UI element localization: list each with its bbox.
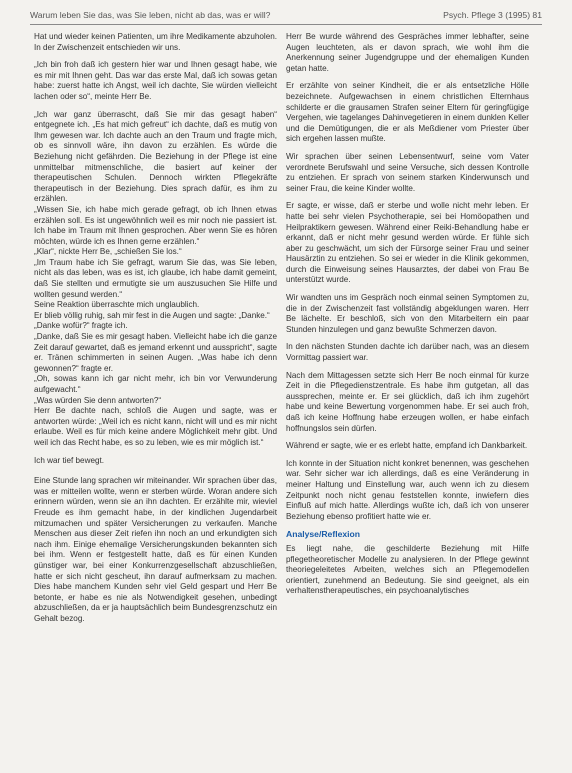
paragraph: Herr Be wurde während des Gespräches immer lebhafter, seine Augen leuchteten, als er davon sprach, wie wohl ihm die Anerkennung seiner Jugendgruppe und der ehemaligen Kunden getan hatte.	[286, 32, 529, 73]
paragraph: Nach dem Mittagessen setzte sich Herr Be noch einmal für kurze Zeit in die Pflegedienstzentrale. Es habe ihm gutgetan, all das aussprechen, meinte er. Er sei glücklich, daß ich ihm zugehört habe und keine Bewertung vorgenommen habe. Er sei auch froh, daß ich keine Hoffnung habe erzeugen wollen, er habe einfach hoffnungslos sein dürfen.	[286, 370, 529, 433]
paragraph: Wir wandten uns im Gespräch noch einmal seinen Symptomen zu, die in der Zwischenzeit fast vollständig abgeklungen waren. Herr Be lächelte. Er beschloß, sich von den Mitarbeitern ein paar Stunden hinzulegen und ganz bewußte Schmerzen davon.	[286, 293, 529, 334]
paragraph: „Was würden Sie denn antworten?“	[34, 395, 162, 405]
paragraph: Er erzählte von seiner Kindheit, die er als entsetzliche Hölle bezeichnete. Aufgewachsen in einem christlichen Elternhaus schilderte er die grausamen Strafen seiner Eltern für geringfügige Vergehen, wie tagelanges Dahinvegetieren in einem dunklen Keller und die Demütigungen, die er als Meßdiener vom Priester über sich ergehen lassen mußte.	[286, 81, 529, 144]
paragraph: Er sagte, er wisse, daß er sterbe und wolle nicht mehr leben. Er hatte bei sehr vielen Psychotherapie, sei bei Homöopathen und Heilpraktikern gewesen. Während einer Reiki-Behandlung habe er erkannt, daß er nicht mehr gesund werden würde. Er fühle sich aber zu geschwächt, um sich der Fürsorge seiner Frau und seiner Hausärztin zu entziehen. So sei er wieder in die Klinik gekommen, durch die Einweisung seines Hausarztes, der dabei von Frau Be unterstützt wurde.	[286, 201, 529, 285]
paragraph: „Im Traum habe ich Sie gefragt, warum Sie das, was Sie leben, nicht als das leben, was es ist, ich glaube, ich habe damit gemeint, daß Sie stellten und ermutigte sie um auszusuchen Sie Hilfe und wollten gesund werden.“	[34, 257, 277, 299]
paragraph: „Ich bin froh daß ich gestern hier war und Ihnen gesagt habe, wie es mir mit Ihnen geht. Das war das erste Mal, daß ich sowas getan habe: zuerst hatte ich Angst, weil ich dachte, Sie würden vielleicht lachen oder so“, meinte Herr Be.	[34, 60, 277, 101]
paragraph: Es liegt nahe, die geschilderte Beziehung mit Hilfe pflegetheoretischer Modelle zu analysieren. In der Pflege gewinnt theoriegeleitetes Arbeiten, welches sich an Pflegemodellen orientiert, zunehmend an Bedeutung. Sie sind geeignet, als ein verhaltenstherapeutisches, ein psychoanalytisches	[286, 543, 529, 596]
right-column	[286, 32, 529, 604]
paragraph: „Danke wofür?“ fragte ich.	[34, 321, 128, 331]
paragraph: „Wissen Sie, ich habe mich gerade gefragt, ob ich Ihnen etwas erzählen soll. Es ist ungewöhnlich weil es mir noch nie passiert ist. Ich habe im Traum mit Ihnen gesprochen. Aber wenn Sie es hören möchten, würde ich es Ihnen gerne erzählen.“	[34, 204, 277, 246]
paragraph: „Klar“, nickte Herr Be, „schießen Sie los.“	[34, 247, 182, 257]
paragraph: „Oh, sowas kann ich gar nicht mehr, ich bin vor Verwunderung aufgewacht.“	[34, 374, 277, 394]
running-title: Warum leben Sie das, was Sie leben, nicht ab das, was er will?	[30, 10, 271, 20]
paragraph: Ich war tief bewegt.	[34, 455, 104, 465]
paragraph: Ich konnte in der Situation nicht konkret benennen, was geschehen war. Sehr sicher war ich allerdings, daß es eine Veränderung in meiner Haltung und Einstellung war, auch wenn ich zu diesem Zeitpunkt noch nicht genau feststellen konnte, inwiefern dies Einfluß auf mich hatte. Allerdings wußte ich, daß ich von unserer Beziehung ebenso profitiert hatte wie er.	[286, 458, 529, 521]
section-heading: Analyse/Reflexion	[286, 529, 361, 540]
paragraph: Eine Stunde lang sprachen wir miteinander. Wir sprachen über das, was er mitteilen wollte, wenn er sterben würde. Woran andere sich erinnern würden, wenn sie an ihn dachten. Er erzählte mir, wieviel Freude es ihm gemacht habe, in der kindlichen Jugendarbeit mitzumachen und später Versicherungen zu verkaufen. Manche Menschen aus dieser Zeit riefen ihn noch an und erkundigten sich nach ihm. Einige ehemalige Versicherungskunden bekannten sich bei ihm. Wenn er festgestellt hatte, daß es für einen Kunden günstiger war, bei einer Konkurrenzgesellschaft abzuschließen, hatte er sich nicht gescheut, ihn darauf aufmerksam zu machen. Dies habe manchem Kunden sehr viel Geld gespart und Herr Be betonte, er habe es nie als Notwendigkeit gesehen, unbedingt abzuschließen, da er ja hauptsächlich beim Bundesgrenzschutz ein Gehalt bezog.	[34, 476, 277, 623]
paragraph: Er blieb völlig ruhig, sah mir fest in die Augen und sagte: „Danke.“	[34, 310, 270, 320]
paragraph: Hat und wieder keinen Patienten, um ihre Medikamente abzuholen. In der Zwischenzeit entschieden wir uns.	[34, 32, 277, 52]
journal-reference: Psych. Pflege 3 (1995) 81	[443, 10, 542, 20]
paragraph: Herr Be dachte nach, schloß die Augen und sagte, was er antworten würde: „Weil ich es nicht kann, nicht will und es mir nicht erlaube. Weil es für mich keine andere Möglichkeit mehr gibt. Und weil ich das Recht habe, es so zu leben, wie es mir möglich ist.“	[34, 406, 277, 447]
left-column	[34, 32, 277, 631]
paragraph: Seine Reaktion überraschte mich unglaublich.	[34, 300, 200, 310]
paragraph: „Ich war ganz überrascht, daß Sie mir das gesagt haben“ entgegnete ich. „Es hat mich gefreut“ ich dachte, daß es mutig von Ihm gewesen war. Ich dachte auch an den Traum und fragte mich, ob es sinnvoll wäre, ihn davon zu erzählen. Es würde die Beziehung nicht gefährden. Die Beziehung in der Pflege ist eine unmittelbar mitmenschliche, die basiert auf keiner der therapeutischen Schulen. Dennoch wirkten Pflegekräfte therapeutisch in der Beziehung. Dies sprach dafür, es ihm zu erzählen.	[34, 109, 277, 204]
paragraph: „Danke, daß Sie es mir gesagt haben. Vielleicht habe ich die ganze Zeit darauf gewartet, daß es jemand erkennt und ausspricht“, sagte er. Tränen schimmerten in seinen Augen. „Was habe ich denn gewonnen?“ fragte er.	[34, 332, 277, 373]
paragraph: Wir sprachen über seinen Lebensentwurf, seine vom Vater verordnete Berufswahl und seine Versuche, sich dessen Kontrolle zu entziehen. Er sprach von seinem starken Kinderwunsch und seiner Frau, die keine Kinder wollte.	[286, 151, 529, 193]
paragraph: In den nächsten Stunden dachte ich darüber nach, was an diesem Vormittag passiert war.	[286, 342, 529, 363]
paragraph: Während er sagte, wie er es erlebt hatte, empfand ich Dankbarkeit.	[286, 441, 528, 451]
page-header	[30, 6, 542, 25]
